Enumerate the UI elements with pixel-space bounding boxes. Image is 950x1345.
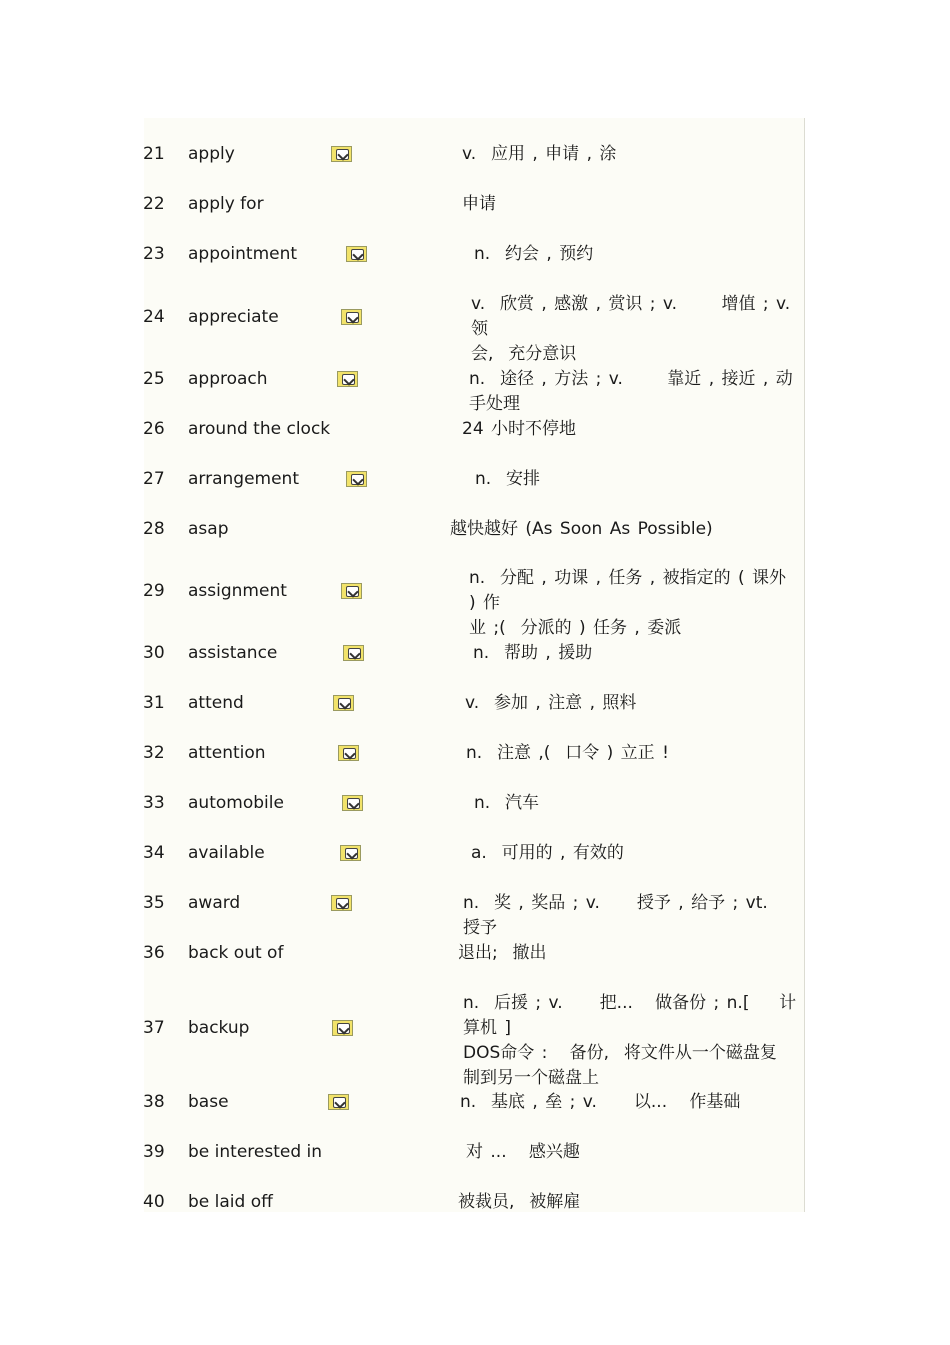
pronunciation-audio-icon[interactable] [341, 309, 362, 325]
pronunciation-audio-icon[interactable] [333, 695, 354, 711]
entry-definition: 申请 [462, 193, 496, 214]
entry-number: 38 [143, 1092, 165, 1112]
entry-definition: v. 应用 , 申请 , 涂 [462, 143, 617, 164]
entry-word: attention [188, 743, 266, 763]
entry-word: appointment [188, 244, 298, 264]
entry-word: around the clock [188, 419, 331, 439]
entry-number: 32 [143, 743, 165, 763]
entry-word: be interested in [188, 1142, 323, 1162]
entry-number: 37 [143, 1018, 165, 1038]
pronunciation-audio-icon[interactable] [346, 471, 367, 487]
entry-number: 25 [143, 369, 165, 389]
entry-definition: 对 ... 感兴趣 [466, 1141, 580, 1162]
entry-definition: v. 欣赏 , 感激 , 赏识 ; v. 增值 ; v. 领 会, 充分意识 [471, 294, 791, 364]
entry-number: 23 [143, 244, 165, 264]
entry-definition: n. 途径 , 方法 ; v. 靠近 , 接近 , 动手处理 [469, 368, 793, 414]
entry-word: apply for [188, 194, 264, 214]
entry-definition: n. 帮助 , 援助 [473, 642, 593, 663]
entry-number: 31 [143, 693, 165, 713]
entry-word: back out of [188, 943, 284, 963]
entry-definition: n. 后援 ; v. 把... 做备份 ; n.[ 计算机 ] DOS命令 : 备份, 将文件从一个磁盘复 制到另一个磁盘上 [463, 992, 797, 1088]
entry-number: 21 [143, 144, 165, 164]
pronunciation-audio-icon[interactable] [328, 1094, 349, 1110]
pronunciation-audio-icon[interactable] [341, 583, 362, 599]
entry-definition: n. 分配 , 功课 , 任务 , 被指定的 ( 课外 ) 作 业 ;( 分派的 ) 任务 , 委派 [469, 568, 787, 638]
pronunciation-audio-icon[interactable] [331, 895, 352, 911]
entry-number: 33 [143, 793, 165, 813]
entry-word: approach [188, 369, 268, 389]
entry-definition: n. 注意 ,( 口令 ) 立正 ! [466, 742, 669, 763]
entry-definition: 退出; 撤出 [458, 942, 547, 963]
entry-definition: 越快越好 (As Soon As Possible) [450, 518, 713, 539]
entry-definition: n. 基底 , 垒 ; v. 以... 作基础 [460, 1091, 741, 1112]
pronunciation-audio-icon[interactable] [342, 795, 363, 811]
pronunciation-audio-icon[interactable] [343, 645, 364, 661]
entry-number: 30 [143, 643, 165, 663]
pronunciation-audio-icon[interactable] [346, 246, 367, 262]
entry-number: 27 [143, 469, 165, 489]
entry-word: backup [188, 1018, 250, 1038]
entry-word: apply [188, 144, 235, 164]
entry-word: appreciate [188, 307, 279, 327]
entry-word: be laid off [188, 1192, 273, 1212]
entry-word: arrangement [188, 469, 299, 489]
pronunciation-audio-icon[interactable] [340, 845, 361, 861]
entry-number: 28 [143, 519, 165, 539]
entry-number: 35 [143, 893, 165, 913]
entry-word: award [188, 893, 241, 913]
entry-word: assistance [188, 643, 278, 663]
entry-word: assignment [188, 581, 287, 601]
entry-definition: n. 汽车 [474, 792, 539, 813]
pronunciation-audio-icon[interactable] [332, 1020, 353, 1036]
entry-definition: a. 可用的 , 有效的 [471, 842, 624, 863]
entry-number: 39 [143, 1142, 165, 1162]
entry-definition: v. 参加 , 注意 , 照料 [465, 692, 637, 713]
pronunciation-audio-icon[interactable] [338, 745, 359, 761]
entry-number: 24 [143, 307, 165, 327]
entry-number: 36 [143, 943, 165, 963]
entry-word: attend [188, 693, 244, 713]
pronunciation-audio-icon[interactable] [337, 371, 358, 387]
entry-word: asap [188, 519, 229, 539]
entry-definition: n. 约会 , 预约 [474, 243, 594, 264]
entry-number: 26 [143, 419, 165, 439]
entry-word: available [188, 843, 265, 863]
entry-number: 34 [143, 843, 165, 863]
entry-definition: 24 小时不停地 [462, 418, 577, 439]
entry-definition: n. 安排 [475, 468, 540, 489]
entry-definition: n. 奖 , 奖品 ; v. 授予 , 给予 ; vt. 授予 [463, 892, 813, 938]
pronunciation-audio-icon[interactable] [331, 146, 352, 162]
entry-number: 22 [143, 194, 165, 214]
entry-number: 29 [143, 581, 165, 601]
entry-word: automobile [188, 793, 284, 813]
entry-word: base [188, 1092, 229, 1112]
entry-number: 40 [143, 1192, 165, 1212]
entry-definition: 被裁员, 被解雇 [458, 1191, 581, 1212]
